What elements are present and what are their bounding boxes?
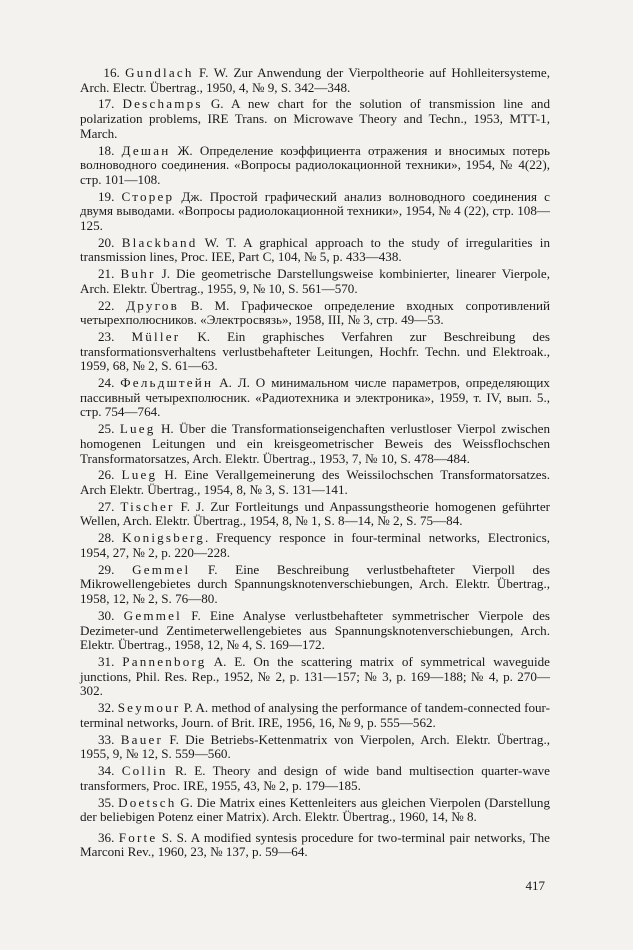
reference-number: 28. xyxy=(98,530,115,546)
reference-number: 19. xyxy=(98,188,115,204)
reference-text: H. Eine Verallgemeinerung des Weissilochschen Transformatorsatzes. Arch Elektr. Übertrag., 1954, 8, № 3, S. 131—141. xyxy=(80,467,550,497)
reference-item xyxy=(80,563,550,607)
reference-author: Gundlach xyxy=(125,65,194,80)
reference-author: Collin xyxy=(121,763,168,779)
reference-item xyxy=(80,144,550,188)
reference-item xyxy=(80,422,550,466)
reference-item xyxy=(80,609,550,653)
reference-number: 36. xyxy=(98,829,115,845)
reference-number: 17. xyxy=(98,96,115,112)
reference-text: P. A. method of analysing the performance of tandem-connected four-terminal networks, Journ. of Brit. IRE, 1956, 16, № 9, p. 555—562. xyxy=(80,700,550,730)
reference-item xyxy=(80,500,550,529)
reference-number: 22. xyxy=(98,297,115,313)
reference-number: 23. xyxy=(98,329,115,345)
reference-number: 34. xyxy=(98,763,115,779)
reference-text: A. E. On the scattering matrix of symmetrical waveguide junctions, Phil. Res. Rep., 1952, № 2, p. 131—157; № 3, p. 169—188; № 4, p. 270—302. xyxy=(80,654,550,699)
reference-author: Gemmel xyxy=(132,561,191,577)
reference-item xyxy=(80,531,550,560)
reference-text: W. T. A graphical approach to the study of irregularities in transmission lines, Proc. IEE, Part C, 104, № 5, p. 433—438. xyxy=(80,234,550,265)
reference-author: Сторер xyxy=(121,188,175,204)
reference-number: 27. xyxy=(98,498,115,514)
reference-author: Buhr xyxy=(120,266,156,282)
reference-text: А. Л. О минимальном числе параметров, определяющих пассивный четырехполюсник. «Радиотехника и электроника», 1959, т. IV, вып. 5., стр. 754—764. xyxy=(80,375,550,420)
reference-text: K. Ein graphisches Verfahren zur Beschreibung des transformationsverhaltens verlustbehafteter Leitungen, Hochfr. Techn. und Elektroak., 1959, 68, № 2, S. 61—63. xyxy=(80,329,550,374)
reference-text: F. Eine Beschreibung verlustbehafteter Vierpoll des Mikrowellengebietes durch Spannungsknotenverschiebungen, Arch. Elektr. Übertrag., 1958, 12, № 2, S. 76—80. xyxy=(80,561,550,607)
reference-item xyxy=(80,66,550,95)
reference-author: Doetsch xyxy=(118,794,177,810)
reference-text: В. М. Графическое определение входных сопротивлений четырехполюсников. «Электросвязь», 1958, III, № 3, стр. 49—53. xyxy=(80,297,550,328)
reference-text: G. A new chart for the solution of transmission line and polarization problems, IRE Trans. on Microwave Theory and Techn., 1953, MTT-1, March. xyxy=(80,96,550,141)
reference-number: 25. xyxy=(98,421,115,437)
reference-number: 31. xyxy=(98,654,115,670)
reference-author: Deschamps xyxy=(122,96,203,112)
reference-text: J. Die geometrische Darstellungsweise kombinierter, linearer Vierpole, Arch. Elektr. Übertrag., 1955, 9, № 10, S. 561—570. xyxy=(80,266,550,296)
reference-text: Ж. Определение коэффициента отражения и вносимых потерь волноводного соединения. «Вопросы радиолокационной техники», 1954, № 4(22), стр. 101—108. xyxy=(80,142,550,187)
reference-item xyxy=(80,97,550,141)
reference-author: Lueg xyxy=(121,467,158,483)
reference-number: 33. xyxy=(98,731,115,747)
reference-author: Bauer xyxy=(120,731,164,747)
reference-text: F. W. Zur Anwendung der Vierpoltheorie auf Hohlleitersysteme, Arch. Electr. Übertrag., 1950, 4, № 9, S. 342—348. xyxy=(80,65,550,95)
reference-author: Pannenborg xyxy=(122,654,207,670)
reference-author: Forte xyxy=(118,829,158,845)
reference-text: G. Die Matrix eines Kettenleiters aus gleichen Vierpolen (Darstellung der beliebigen Potenz einer Matrix). Arch. Elektr. Übertrag., 1960, 14, № 8. xyxy=(80,794,550,825)
reference-author: Фельдштейн xyxy=(120,375,214,391)
reference-text: S. S. A modified syntesis procedure for two-terminal pair networks, The Marconi Rev., 1960, 23, № 137, p. 59—64. xyxy=(80,829,550,860)
reference-item xyxy=(80,299,550,328)
reference-author: Müller xyxy=(131,329,181,345)
reference-item xyxy=(80,190,550,234)
reference-text: F. J. Zur Fortleitungs und Anpassungstheorie homogenen geführter Wellen, Arch. Elektr. Übertrag., 1954, 8, № 1, S. 8—14, № 2, S. 75—84. xyxy=(80,498,550,529)
reference-author: Gemmel xyxy=(123,607,182,623)
reference-number: 29. xyxy=(98,561,115,577)
page-number: 417 xyxy=(525,878,545,893)
reference-number: 32. xyxy=(98,700,115,716)
reference-author: Дешан xyxy=(121,142,171,158)
reference-item xyxy=(80,267,550,296)
reference-item xyxy=(80,764,550,793)
reference-item xyxy=(80,236,550,265)
reference-author: Другов xyxy=(126,297,179,313)
reference-number: 20. xyxy=(98,234,115,250)
reference-item xyxy=(80,701,550,730)
reference-item xyxy=(80,330,550,374)
reference-number: 26. xyxy=(98,467,115,483)
reference-text: F. Eine Analyse verlustbehafteter symmetrischer Vierpole des Dezimeter-und Zentimeterwellengebietes aus Spannungsknotenverschiebungen, Arch. Elektr. Übertrag., 1958, 12, № 4, S. 169—172. xyxy=(80,607,550,653)
reference-text: F. Die Betriebs-Kettenmatrix von Vierpolen, Arch. Elektr. Übertrag., 1955, 9, № 12, S. 559—560. xyxy=(80,731,550,762)
reference-item xyxy=(80,376,550,420)
reference-author: Blackband xyxy=(121,234,198,250)
reference-author: Lueg xyxy=(119,421,156,437)
reference-item xyxy=(80,655,550,699)
reference-author: Konigsberg xyxy=(122,530,206,546)
reference-text: R. E. Theory and design of wide band multisection quarter-wave transformers, Proc. IRE, 1955, 43, № 2, p. 179—185. xyxy=(80,763,550,793)
reference-text: H. Über die Transformationseigenchaften verlustloser Vierpol zwischen homogenen Leitungen und ein kreisgeometrischer Beweis des Weissflochschen Transformatorsatzes, Arch. Elektr. Übertrag., 1953, 7, № 10, S. 478—484. xyxy=(80,421,550,466)
reference-number: 24. xyxy=(98,375,115,391)
reference-item xyxy=(80,796,550,825)
reference-number: 35. xyxy=(98,794,115,810)
reference-item xyxy=(80,468,550,497)
reference-text: . Frequency responce in four-terminal networks, Electronics, 1954, 27, № 2, p. 220—228. xyxy=(80,530,550,560)
reference-number: 16. xyxy=(103,65,120,80)
reference-author: Tischer xyxy=(120,498,175,514)
reference-item xyxy=(80,733,550,762)
reference-author: Seymour xyxy=(117,700,181,716)
reference-text: Дж. Простой графический анализ волноводного соединения с двумя выводами. «Вопросы радиолокационной техники», 1954, № 4 (22), стр. 108—125. xyxy=(80,188,550,233)
reference-item xyxy=(80,831,550,860)
reference-list xyxy=(80,66,550,862)
reference-number: 21. xyxy=(98,266,115,282)
reference-number: 18. xyxy=(98,142,115,158)
reference-number: 30. xyxy=(98,607,115,623)
